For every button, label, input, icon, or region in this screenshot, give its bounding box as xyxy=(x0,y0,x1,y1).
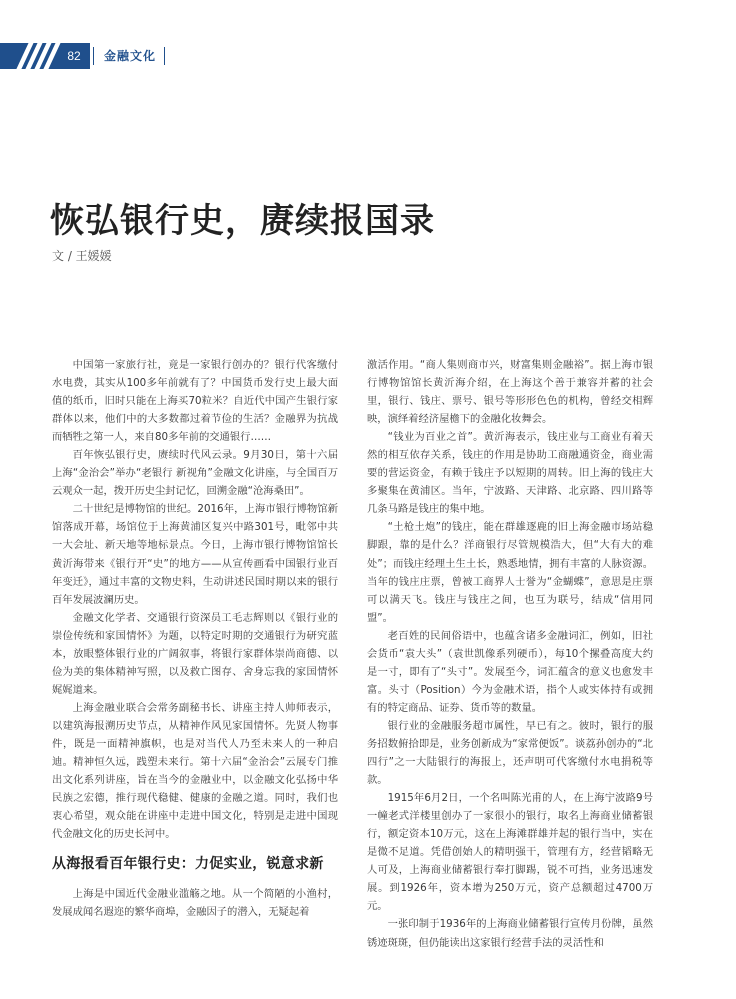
paragraph: 激活作用。“商人集则商市兴，财富集则金融裕”。据上海市银行博物馆馆长黄沂海介绍，在上海这个善于兼容并蓄的社会里，银行、钱庄、票号、银号等形形色色的机构，曾经交相辉映，演绎着经济屋檐下的金融化妆舞会。 xyxy=(367,359,653,426)
paragraph: 金融文化学者、交通银行资深员工毛志辉则以《银行业的崇俭传统和家国情怀》为题，以特定时期的交通银行为研究蓝本，放眼整体银行业的广阔叙事，将银行家群体崇尚商德、以俭为美的集体精神写照，以及救亡图存、舍身忘我的家国情怀娓娓道来。 xyxy=(52,611,338,696)
article-author: 文 / 王媛媛 xyxy=(52,249,112,263)
paragraph: 二十世纪是博物馆的世纪。2016年，上海市银行博物馆新馆落成开幕，场馆位于上海黄浦区复兴中路301号，毗邻中共一大会址、新天地等地标景点。今日，上海市银行博物馆馆长黄沂海带来《银行开“史”的地方——从宣传画看中国银行业百年变迁》，通过丰富的文物史料，生动讲述民国时期以来的银行百年发展波澜历史。 xyxy=(52,503,338,606)
header-divider xyxy=(164,47,165,65)
paragraph: “土枪土炮”的钱庄，能在群雄逐鹿的旧上海金融市场站稳脚跟，靠的是什么？洋商银行尽管规模浩大，但“大有大的难处”；而钱庄经理土生土长，熟悉地情，拥有丰富的人脉资源。当年的钱庄庄票，曾被工商界人士誉为“金蝴蝶”，意思是庄票可以满天飞。钱庄与钱庄之间，也互为联号，结成“信用同盟”。 xyxy=(367,521,653,624)
article-column-left xyxy=(52,356,338,921)
section-label: 金融文化 xyxy=(104,49,157,63)
article-column-right xyxy=(367,356,653,952)
paragraph: 上海是中国近代金融业滥觞之地。从一个简陋的小渔村，发展成闻名遐迩的繁华商埠，金融因子的潜入，无疑起着 xyxy=(52,888,338,919)
paragraph: 1915年6月2日，一个名叫陈光甫的人，在上海宁波路9号一幢老式洋楼里创办了一家很小的银行，取名上海商业储蓄银行，额定资本10万元，这在上海滩群雄并起的银行当中，实在是微不足道。凭借创始人的精明强干，管理有方，经营韬略无人可及，上海商业储蓄银行奉打脚踢，锐不可挡，业务迅速发展。到1926年，资本增为250万元，资产总额超过4700万元。 xyxy=(367,792,653,913)
paragraph: 银行业的金融服务超市属性，早已有之。彼时，银行的服务招数俯拾即是，业务创新成为“家常便饭”。谈荔孙创办的“北四行”之一大陆银行的海报上，还声明可代客缴付水电捐税等款。 xyxy=(367,719,653,787)
header-divider xyxy=(93,47,94,65)
paragraph: “钱业为百业之首”。黄沂海表示，钱庄业与工商业有着天然的相互依存关系，钱庄的作用是协助工商融通资金，商业需要的营运资金，有赖于钱庄予以短期的周转。旧上海的钱庄大多聚集在黄浦区。当年，宁波路、天津路、北京路、四川路等几条马路是钱庄的集中地。 xyxy=(367,431,653,516)
paragraph: 老百姓的民间俗语中，也蕴含诸多金融词汇，例如，旧社会货币“袁大头”（袁世凯像系列硬币），每10个摞叠高度大约是一寸，即有了“头寸”。发展至今，词汇蕴含的意义也愈发丰富。头寸（Position）今为金融术语，指个人或实体持有或拥有的特定商品、证券、货币等的数量。 xyxy=(367,629,653,714)
paragraph: 百年恢弘银行史，赓续时代风云录。9月30日，第十六届上海“金治会”举办“老银行 新视角”金融文化讲座，与全国百万云观众一起，拨开历史尘封记忆，回溯金融“沧海桑田”。 xyxy=(52,449,338,498)
article-title: 恢弘银行史，赓续报国录 xyxy=(50,201,435,241)
page-header xyxy=(0,40,736,72)
paragraph: 中国第一家旅行社，竟是一家银行创办的？银行代客缴付水电费，其实从100多年前就有了？中国货币发行史上最大面值的纸币，旧时只能在上海买70粒米？自近代中国产生银行家群体以来，他们中的大多数都过着节俭的生活？金融界为抗战而牺牲之第一人，来自80多年前的交通银行…… xyxy=(52,359,338,444)
section-subheading: 从海报看百年银行史：力促实业，锐意求新 xyxy=(52,856,324,873)
paragraph: 上海金融业联合会常务副秘书长、讲座主持人帅师表示，以建筑海报溯历史节点，从精神作风见家国情怀。先贤人物事件，既是一面精神旗帜，也是对当代人乃至未来人的一种启迪。精神恒久远，践塑未来行。第十六届“金治会”云展专门推出文化系列讲座，旨在当今的金融业中，以金融文化弘扬中华民族之宏德，推行现代稳健、健康的金融之道。同时，我们也衷心希望，观众能在讲座中走进中国文化，特别是走进中国现代金融文化的历史长河中。 xyxy=(52,701,338,841)
paragraph: 一张印制于1936年的上海商业储蓄银行宣传月份牌，虽然锈迹斑斑，但仍能读出这家银行经营手法的灵活性和 xyxy=(367,918,653,949)
page-number: 82 xyxy=(67,49,81,63)
